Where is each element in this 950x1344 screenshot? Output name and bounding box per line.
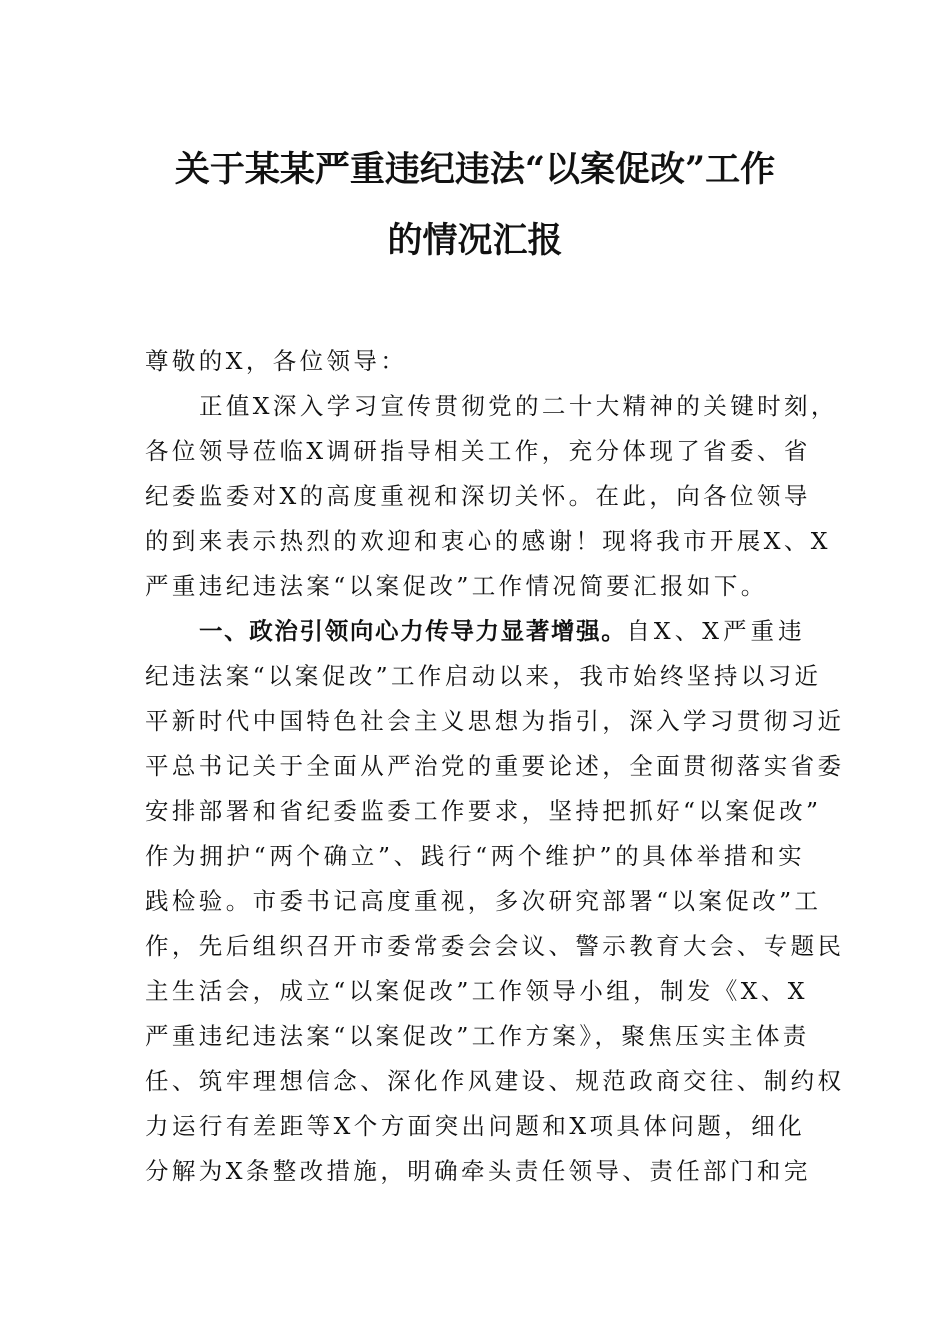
section-1-line-8: 作，先后组织召开市委常委会会议、警示教育大会、专题民 [145,932,845,960]
section-1-line-5: 安排部署和省纪委监委工作要求，坚持把抓好“以案促改” [145,797,822,825]
paragraph-1-line-5: 严重违纪违法案“以案促改”工作情况简要汇报如下。 [145,572,768,600]
paragraph-1-line-1: 正值X深入学习宣传贯彻党的二十大精神的关键时刻， [199,392,838,420]
section-1-line-3: 平新时代中国特色社会主义思想为指引，深入学习贯彻习近 [145,707,845,735]
section-1-line-6: 作为拥护“两个确立”、践行“两个维护”的具体举措和实 [145,842,805,870]
section-1-line-7: 践检验。市委书记高度重视，多次研究部署“以案促改”工 [145,887,822,915]
section-1-line-12: 力运行有差距等X个方面突出问题和X项具体问题，细化 [145,1112,805,1140]
document-title-line-1: 关于某某严重违纪违法“以案促改”工作 [174,149,776,190]
section-1-line-4: 平总书记关于全面从严治党的重要论述，全面贯彻落实省委 [145,752,845,780]
section-1-first-line-text: 自X、X严重违 [626,617,805,645]
paragraph-1-line-2: 各位领导莅临X调研指导相关工作，充分体现了省委、省 [145,437,811,465]
section-1-first-line [199,616,805,646]
section-1-line-10: 严重违纪违法案“以案促改”工作方案》，聚焦压实主体责 [145,1022,810,1050]
document-title-line-2: 的情况汇报 [387,220,563,261]
paragraph-1-line-3: 纪委监委对X的高度重视和深切关怀。在此，向各位领导 [145,482,811,510]
section-1-line-13: 分解为X条整改措施，明确牵头责任领导、责任部门和完 [145,1157,811,1185]
section-1-line-11: 任、筑牢理想信念、深化作风建设、规范政商交往、制约权 [145,1067,845,1095]
salutation: 尊敬的X，各位领导： [145,347,408,375]
section-1-heading: 一、政治引领向心力传导力显著增强。 [199,617,627,645]
section-1-line-2: 纪违法案“以案促改”工作启动以来，我市始终坚持以习近 [145,662,822,690]
paragraph-1-line-4: 的到来表示热烈的欢迎和衷心的感谢！现将我市开展X、X [145,527,831,555]
section-1-line-9: 主生活会，成立“以案促改”工作领导小组，制发《X、X [145,977,808,1005]
